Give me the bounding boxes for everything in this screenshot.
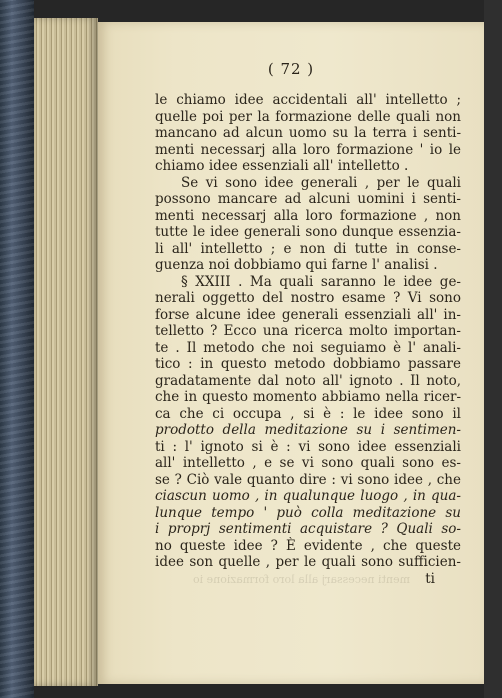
text-line: nerali oggetto del nostro esame ? Vi sono [155, 290, 461, 306]
text-line: se ? Ciò vale quanto dire : vi sono idee , che [155, 471, 461, 488]
text-line: lunque tempo ' può colla meditazione su [155, 504, 461, 521]
text-line: Se vi sono idee generali , per le quali [181, 174, 461, 191]
page-number: ( 72 ) [267, 60, 315, 78]
text-line: tutte le idee generali sono dunque essenzia- [155, 224, 461, 240]
text-line: le chiamo idee accidentali all' intelletto ; [155, 92, 461, 108]
text-line: ti : l' ignoto si è : vi sono idee essenziali [155, 438, 461, 455]
text-line: quelle poi per la formazione delle quali non [155, 108, 461, 125]
text-line: possono mancare ad alcuni uomini i senti- [155, 191, 461, 207]
text-line: telletto ? Ecco una ricerca molto importan- [155, 323, 461, 339]
text-line: li all' intelletto ; e non di tutte in conse- [155, 240, 461, 257]
text-line: te . Il metodo che noi seguiamo è l' anali- [155, 339, 461, 356]
text-line: menti necessarj alla loro formazione , non [155, 207, 461, 224]
text-line: mancano ad alcun uomo su la terra i senti- [155, 125, 461, 141]
book-cover [0, 0, 34, 698]
text-line: guenza noi dobbiamo qui farne l' analisi . [155, 257, 438, 273]
text-line: tico : in questo metodo dobbiamo passare [155, 356, 461, 372]
text-line: § XXIII . Ma quali saranno le idee ge- [181, 273, 461, 290]
text-line: chiamo idee essenziali all' intelletto . [155, 158, 409, 174]
bleed-through-text: menti necessarj alla loro formazione io [192, 573, 410, 586]
text-line: idee son quelle , per le quali sono sufficien- [155, 554, 461, 570]
text-line: no queste idee ? È evidente , che queste [155, 537, 461, 554]
text-line: menti necessarj alla loro formazione ' io le [155, 141, 461, 158]
text-line: all' intelletto , e se vi sono quali sono es- [155, 455, 461, 471]
text-line: i proprj sentimenti acquistare ? Quali so- [155, 521, 461, 537]
page-edges [34, 18, 98, 686]
text-line: ca che ci occupa , si è : le idee sono il [155, 405, 461, 422]
text-line: forse alcune idee generali essenziali all' in- [155, 306, 461, 323]
scan-border [484, 0, 502, 698]
text-line: prodotto della meditazione su i sentimen- [155, 422, 461, 438]
text-line: ciascun uomo , in qualunque luogo , in qua- [155, 488, 461, 504]
text-line: gradatamente dal noto all' ignoto . Il noto, [155, 372, 461, 389]
text-line: che in questo momento abbiamo nella ricer- [155, 389, 461, 405]
catchword: ti [425, 570, 435, 587]
page-body [155, 92, 461, 587]
